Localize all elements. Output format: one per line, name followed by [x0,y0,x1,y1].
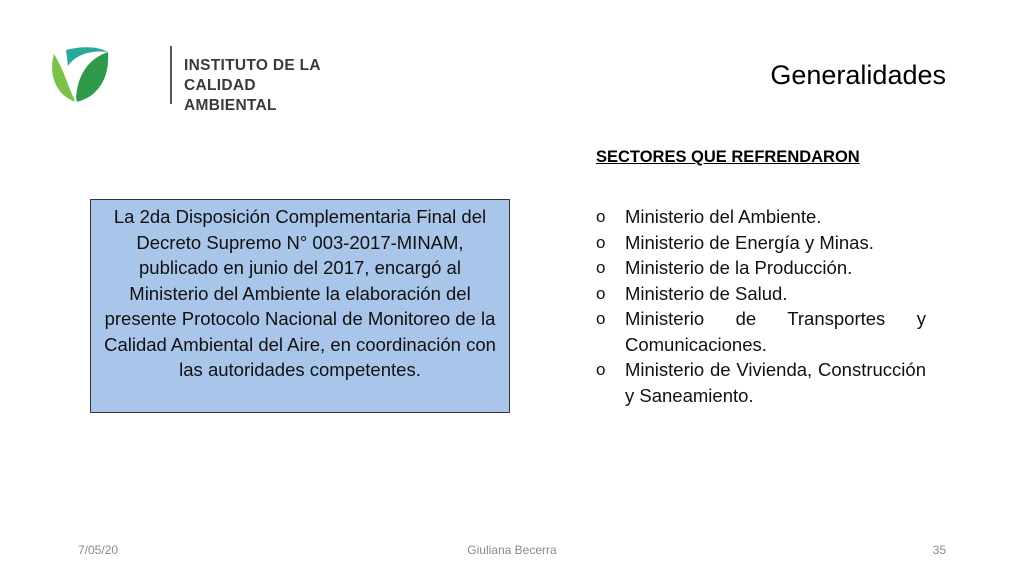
list-item [594,357,926,408]
list-item-text: Ministerio de la Producción. [625,257,853,278]
logo-line-2: CALIDAD AMBIENTAL [184,77,277,114]
list-item-text: Ministerio de Vivienda, Construcción y Saneamiento. [625,359,926,406]
bullet-icon: o [596,309,606,328]
institute-logo [46,44,336,114]
leaf-logo-icon [46,44,116,106]
slide-title: Generalidades [770,60,946,90]
bullet-icon: o [596,207,606,226]
footer-author: Giuliana Becerra [467,543,557,557]
page-number: 35 [932,543,946,557]
list-item-text: Ministerio de Salud. [625,282,788,304]
list-item [594,281,926,307]
list-item-text: Ministerio del Ambiente. [625,206,822,227]
logo-divider [170,46,172,104]
list-item-text: Ministerio de Energía y Minas. [625,231,874,253]
description-textbox: La 2da Disposición Complementaria Final del Decreto Supremo N° 003-2017-MINAM, publicado en junio del 2017, encargó al Ministerio del Ambiente la elaboración del presente Protocolo Nacional de Monitoreo de la Calidad Ambiental del Aire, en coordinación con las autoridades competentes. [90,199,510,413]
bullet-icon: o [596,360,606,379]
list-item [594,306,926,357]
logo-line-1: INSTITUTO DE LA [184,57,321,74]
sectors-heading: SECTORES QUE REFRENDARON [596,148,860,166]
sectors-list [594,204,926,408]
list-item [594,204,926,230]
bullet-icon: o [596,283,606,303]
bullet-icon: o [596,232,606,252]
logo-text [184,56,336,116]
footer-date: 7/05/20 [78,543,119,557]
list-item [594,230,926,256]
bullet-icon: o [596,258,606,277]
list-item [594,255,926,281]
list-item-text: Ministerio de Transportes y Comunicaciones. [625,308,926,355]
